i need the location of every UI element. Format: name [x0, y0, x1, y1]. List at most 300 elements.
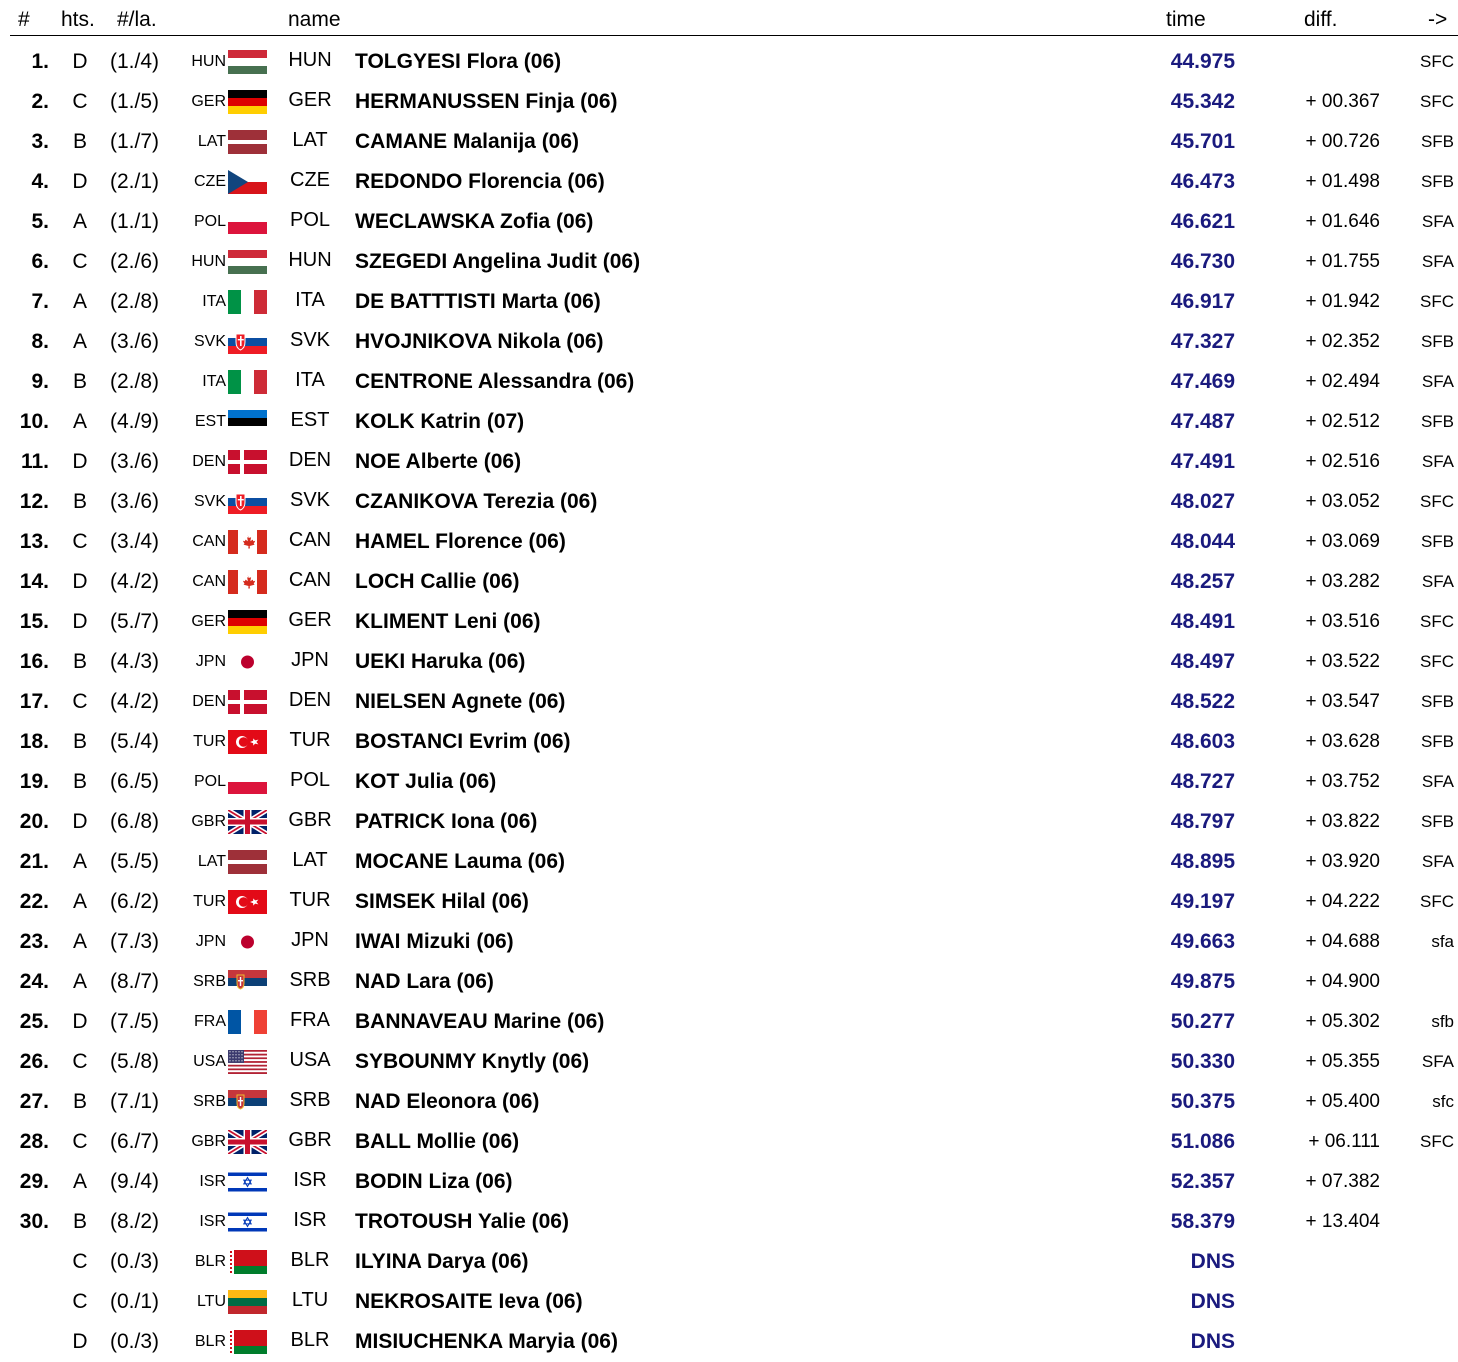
athlete-name: NOE Alberte (06) [355, 450, 522, 473]
diff-cell: + 07.382 [1305, 1171, 1380, 1192]
heat-cell: D [72, 170, 88, 193]
rank-cell: 10. [19, 410, 49, 433]
flag-icon [228, 530, 267, 554]
lane-cell: (2./8) [110, 370, 160, 393]
rank-cell: 27. [19, 1090, 49, 1113]
athlete-name: HVOJNIKOVA Nikola (06) [355, 330, 604, 353]
diff-cell: + 00.367 [1305, 91, 1380, 112]
lane-cell: (7./5) [110, 1010, 160, 1033]
time-cell: 48.797 [1170, 810, 1235, 833]
athlete-name: PATRICK Iona (06) [355, 810, 538, 833]
time-cell: 48.491 [1170, 610, 1235, 633]
qualification-cell: SFC [1420, 92, 1454, 111]
qualification-cell: SFA [1421, 1052, 1454, 1071]
heat-cell: B [72, 1210, 87, 1233]
table-row [0, 522, 1458, 562]
time-cell: 46.621 [1170, 210, 1235, 233]
noc-small-cell: ITA [202, 373, 226, 390]
noc-cell: JPN [291, 649, 329, 671]
athlete-name: NEKROSAITE Ieva (06) [355, 1290, 583, 1313]
table-row [0, 1042, 1458, 1082]
qualification-cell [1398, 1162, 1454, 1202]
flag-icon [228, 570, 267, 594]
qualification-cell: SFA [1421, 572, 1454, 591]
diff-cell: + 04.688 [1305, 931, 1380, 952]
noc-cell: SRB [289, 1089, 331, 1111]
heat-cell: C [72, 1130, 88, 1153]
lane-cell: (6./8) [110, 810, 160, 833]
noc-cell: LTU [291, 1289, 329, 1311]
diff-cell: + 03.822 [1305, 811, 1380, 832]
diff-cell: + 01.942 [1305, 291, 1380, 312]
time-cell: 48.727 [1170, 770, 1235, 793]
rank-cell: 19. [19, 770, 49, 793]
noc-cell: TUR [289, 729, 331, 751]
athlete-name: CENTRONE Alessandra (06) [355, 370, 635, 393]
diff-cell: + 02.352 [1305, 331, 1380, 352]
qualification-cell [1398, 962, 1454, 1002]
rank-cell: 14. [19, 570, 49, 593]
lane-cell: (6./7) [110, 1130, 160, 1153]
time-cell: 47.487 [1170, 410, 1235, 433]
table-row [0, 1282, 1458, 1322]
diff-cell: + 04.900 [1305, 971, 1380, 992]
noc-cell: CZE [290, 169, 330, 191]
table-row [0, 722, 1458, 762]
heat-cell: A [72, 1170, 87, 1193]
qualification-cell: SFA [1421, 452, 1454, 471]
qualification-cell [1398, 1282, 1454, 1322]
noc-small-cell: LAT [197, 133, 226, 150]
diff-cell: + 01.646 [1305, 211, 1380, 232]
lane-cell: (1./5) [110, 90, 160, 113]
athlete-name: BODIN Liza (06) [355, 1170, 513, 1193]
athlete-name: HAMEL Florence (06) [355, 530, 566, 553]
flag-icon [228, 1330, 267, 1354]
time-cell: 47.491 [1170, 450, 1235, 473]
table-row [0, 1082, 1458, 1122]
flag-icon [228, 370, 267, 394]
athlete-name: IWAI Mizuki (06) [355, 930, 514, 953]
heat-cell: A [72, 330, 87, 353]
time-cell: 48.044 [1170, 530, 1235, 553]
rank-cell: 30. [19, 1210, 49, 1233]
lane-cell: (6./2) [110, 890, 160, 913]
qualification-cell: SFC [1420, 892, 1454, 911]
flag-icon [228, 450, 267, 474]
flag-icon [228, 970, 267, 994]
noc-cell: POL [289, 769, 331, 791]
qualification-cell: SFB [1420, 812, 1454, 831]
athlete-name: UEKI Haruka (06) [355, 650, 526, 673]
noc-cell: GBR [288, 809, 332, 831]
athlete-name: DE BATTTISTI Marta (06) [355, 290, 601, 313]
diff-cell: + 13.404 [1305, 1211, 1380, 1232]
heat-cell: D [72, 570, 88, 593]
noc-small-cell: GER [191, 613, 226, 630]
heat-cell: C [72, 690, 88, 713]
noc-small-cell: ISR [199, 1173, 226, 1190]
rank-cell: 2. [31, 90, 49, 113]
rank-cell [0, 1282, 49, 1322]
lane-cell: (8./7) [110, 970, 160, 993]
heat-cell: D [72, 810, 88, 833]
noc-small-cell: FRA [194, 1013, 226, 1030]
time-cell: 46.917 [1170, 290, 1235, 313]
rank-cell: 23. [19, 930, 49, 953]
noc-cell: DEN [288, 689, 332, 711]
qualification-cell: SFB [1420, 532, 1454, 551]
lane-cell: (4./2) [110, 690, 160, 713]
rank-cell: 21. [19, 850, 49, 873]
qualification-cell: SFB [1420, 412, 1454, 431]
time-cell: 49.663 [1170, 930, 1235, 953]
noc-small-cell: CZE [194, 173, 226, 190]
heat-cell: B [72, 130, 87, 153]
noc-cell: HUN [288, 249, 332, 271]
lane-cell: (1./1) [110, 210, 160, 233]
athlete-name: KOLK Katrin (07) [355, 410, 525, 433]
lane-cell: (7./1) [110, 1090, 160, 1113]
heat-cell: C [72, 90, 88, 113]
noc-cell: GER [288, 89, 332, 111]
diff-cell: + 00.726 [1305, 131, 1380, 152]
noc-small-cell: BLR [194, 1253, 226, 1270]
noc-cell: SRB [289, 969, 331, 991]
flag-icon [228, 730, 267, 754]
flag-icon [228, 930, 267, 954]
rank-cell: 18. [19, 730, 49, 753]
qualification-cell: SFA [1421, 212, 1454, 231]
rank-cell [0, 1242, 49, 1282]
diff-cell: + 03.069 [1305, 531, 1380, 552]
time-cell: 52.357 [1170, 1170, 1235, 1193]
noc-cell: FRA [290, 1009, 330, 1031]
table-row [0, 602, 1458, 642]
athlete-name: TROTOUSH Yalie (06) [355, 1210, 569, 1233]
athlete-name: BANNAVEAU Marine (06) [355, 1010, 605, 1033]
heat-cell: B [72, 730, 87, 753]
noc-cell: DEN [288, 449, 332, 471]
flag-icon [228, 1210, 267, 1234]
qualification-cell [1398, 1202, 1454, 1242]
noc-small-cell: SVK [193, 493, 226, 510]
flag-icon [228, 130, 267, 154]
table-row [0, 842, 1458, 882]
flag-icon [228, 890, 267, 914]
time-cell: 48.027 [1170, 490, 1235, 513]
qualification-cell: SFC [1420, 292, 1454, 311]
heat-cell: B [72, 490, 87, 513]
lane-cell: (7./3) [110, 930, 160, 953]
rank-cell: 20. [19, 810, 49, 833]
flag-icon [228, 1050, 267, 1074]
heat-cell: A [72, 290, 87, 313]
time-cell: 48.257 [1170, 570, 1235, 593]
qualification-cell: SFB [1420, 132, 1454, 151]
lane-cell: (3./6) [110, 450, 160, 473]
lane-cell: (0./3) [110, 1330, 160, 1353]
noc-small-cell: TUR [193, 733, 226, 750]
noc-small-cell: GBR [191, 1133, 226, 1150]
rank-cell: 1. [31, 50, 49, 73]
table-row [0, 562, 1458, 602]
noc-cell: LAT [292, 129, 328, 151]
table-row [0, 1002, 1458, 1042]
flag-icon [228, 250, 267, 274]
diff-cell: + 02.494 [1305, 371, 1380, 392]
athlete-name: CZANIKOVA Terezia (06) [355, 490, 598, 513]
table-row [0, 882, 1458, 922]
table-row [0, 642, 1458, 682]
noc-cell: SVK [289, 489, 331, 511]
noc-cell: ISR [293, 1209, 327, 1231]
noc-small-cell: LAT [197, 853, 226, 870]
noc-cell: BLR [290, 1329, 330, 1351]
table-row [0, 922, 1458, 962]
table-row [0, 202, 1458, 242]
noc-small-cell: BLR [194, 1333, 226, 1350]
rank-cell: 15. [19, 610, 49, 633]
noc-cell: EST [290, 409, 330, 431]
diff-cell: + 03.052 [1305, 491, 1380, 512]
heat-cell: B [72, 1090, 87, 1113]
table-row [0, 282, 1458, 322]
table-row [0, 1242, 1458, 1282]
flag-icon [228, 1250, 267, 1274]
diff-cell: + 03.752 [1305, 771, 1380, 792]
athlete-name: NIELSEN Agnete (06) [355, 690, 566, 713]
lane-cell: (4./9) [110, 410, 160, 433]
qualification-cell: SFC [1420, 52, 1454, 71]
heat-cell: A [72, 970, 87, 993]
table-row [0, 242, 1458, 282]
noc-cell: ITA [295, 289, 325, 311]
heat-cell: C [72, 530, 88, 553]
heat-cell: A [72, 930, 87, 953]
lane-cell: (8./2) [110, 1210, 160, 1233]
rank-cell: 26. [19, 1050, 49, 1073]
noc-small-cell: EST [194, 413, 226, 430]
diff-cell: + 04.222 [1305, 891, 1380, 912]
noc-cell: LAT [292, 849, 328, 871]
noc-cell: HUN [288, 49, 332, 71]
time-cell: 47.327 [1170, 330, 1235, 353]
diff-cell [1284, 42, 1380, 82]
qualification-cell: SFB [1420, 332, 1454, 351]
lane-cell: (3./6) [110, 490, 160, 513]
athlete-name: NAD Eleonora (06) [355, 1090, 540, 1113]
noc-small-cell: SRB [193, 1093, 226, 1110]
flag-icon [228, 50, 267, 74]
lane-cell: (6./5) [110, 770, 160, 793]
noc-small-cell: HUN [191, 253, 226, 270]
flag-icon [228, 330, 267, 354]
table-row [0, 482, 1458, 522]
noc-cell: CAN [288, 569, 332, 591]
time-cell: 47.469 [1170, 370, 1235, 393]
rank-cell: 3. [31, 130, 49, 153]
noc-small-cell: GBR [191, 813, 226, 830]
table-row [0, 162, 1458, 202]
rank-cell: 4. [31, 170, 49, 193]
flag-icon [228, 290, 267, 314]
heat-cell: A [72, 210, 87, 233]
lane-cell: (5./8) [110, 1050, 160, 1073]
table-row [0, 1202, 1458, 1242]
flag-icon [228, 810, 267, 834]
diff-cell: + 01.498 [1305, 171, 1380, 192]
noc-small-cell: GER [191, 93, 226, 110]
flag-icon [228, 1130, 267, 1154]
lane-cell: (5./5) [110, 850, 160, 873]
heat-cell: B [72, 770, 87, 793]
noc-small-cell: JPN [195, 933, 226, 950]
qualification-cell: SFC [1420, 492, 1454, 511]
noc-cell: JPN [291, 929, 329, 951]
diff-cell: + 05.400 [1305, 1091, 1380, 1112]
rank-cell [0, 1322, 49, 1362]
flag-icon [228, 1090, 267, 1114]
noc-cell: BLR [290, 1249, 330, 1271]
lane-cell: (3./4) [110, 530, 160, 553]
flag-icon [228, 850, 267, 874]
header-lane: #/la. [117, 8, 157, 31]
noc-cell: SVK [289, 329, 331, 351]
rank-cell: 11. [20, 450, 49, 473]
lane-cell: (1./7) [110, 130, 160, 153]
time-cell: DNS [1190, 1250, 1235, 1273]
noc-small-cell: ISR [199, 1213, 226, 1230]
flag-icon [228, 650, 267, 674]
flag-icon [228, 490, 267, 514]
rank-cell: 24. [19, 970, 49, 993]
rank-cell: 7. [31, 290, 49, 313]
rank-cell: 13. [19, 530, 49, 553]
lane-cell: (4./2) [110, 570, 160, 593]
heat-cell: C [72, 250, 88, 273]
heat-cell: D [72, 610, 88, 633]
time-cell: 50.375 [1170, 1090, 1235, 1113]
rank-cell: 8. [31, 330, 49, 353]
qualification-cell [1398, 1242, 1454, 1282]
noc-small-cell: POL [193, 773, 226, 790]
athlete-name: KOT Julia (06) [355, 770, 497, 793]
table-row [0, 802, 1458, 842]
lane-cell: (2./1) [110, 170, 160, 193]
lane-cell: (0./1) [110, 1290, 160, 1313]
diff-cell: + 06.111 [1308, 1131, 1380, 1152]
qualification-cell: SFC [1420, 1132, 1454, 1151]
time-cell: DNS [1190, 1290, 1235, 1313]
flag-icon [228, 90, 267, 114]
flag-icon [228, 1170, 267, 1194]
heat-cell: A [72, 890, 87, 913]
time-cell: 50.330 [1170, 1050, 1235, 1073]
noc-cell: TUR [289, 889, 331, 911]
table-row [0, 962, 1458, 1002]
lane-cell: (1./4) [110, 50, 160, 73]
rank-cell: 22. [19, 890, 49, 913]
diff-cell: + 03.547 [1305, 691, 1380, 712]
header-heat: hts. [61, 8, 95, 31]
athlete-name: SYBOUNMY Knytly (06) [355, 1050, 590, 1073]
table-row [0, 1322, 1458, 1362]
time-cell: 46.473 [1170, 170, 1235, 193]
diff-cell: + 03.522 [1305, 651, 1380, 672]
diff-cell: + 05.355 [1305, 1051, 1380, 1072]
table-row [0, 82, 1458, 122]
heat-cell: D [72, 1330, 88, 1353]
table-row [0, 1122, 1458, 1162]
time-cell: 48.522 [1170, 690, 1235, 713]
flag-icon [228, 410, 267, 434]
header-diff: diff. [1304, 8, 1338, 31]
heat-cell: D [72, 50, 88, 73]
rank-cell: 12. [19, 490, 49, 513]
heat-cell: D [72, 450, 88, 473]
noc-cell: GER [288, 609, 332, 631]
table-row [0, 42, 1458, 82]
qualification-cell: SFC [1420, 652, 1454, 671]
noc-small-cell: SVK [193, 333, 226, 350]
diff-cell: + 03.516 [1305, 611, 1380, 632]
diff-cell [1284, 1322, 1380, 1362]
lane-cell: (3./6) [110, 330, 160, 353]
time-cell: 46.730 [1170, 250, 1235, 273]
time-cell: 58.379 [1170, 1210, 1235, 1233]
table-row [0, 762, 1458, 802]
time-cell: 48.497 [1170, 650, 1235, 673]
diff-cell [1284, 1242, 1380, 1282]
noc-small-cell: CAN [192, 573, 226, 590]
heat-cell: C [72, 1050, 88, 1073]
rank-cell: 25. [19, 1010, 49, 1033]
diff-cell: + 02.516 [1305, 451, 1380, 472]
time-cell: 48.895 [1170, 850, 1235, 873]
qualification-cell: sfb [1431, 1012, 1454, 1031]
header-divider [10, 35, 1458, 36]
athlete-name: MOCANE Lauma (06) [355, 850, 566, 873]
athlete-name: KLIMENT Leni (06) [355, 610, 541, 633]
time-cell: 51.086 [1170, 1130, 1235, 1153]
qualification-cell [1398, 1322, 1454, 1362]
noc-small-cell: LTU [196, 1293, 226, 1310]
lane-cell: (4./3) [110, 650, 160, 673]
noc-cell: POL [289, 209, 331, 231]
time-cell: 45.701 [1170, 130, 1235, 153]
rank-cell: 5. [31, 210, 49, 233]
table-row [0, 122, 1458, 162]
qualification-cell: SFA [1421, 372, 1454, 391]
heat-cell: D [72, 1010, 88, 1033]
time-cell: 48.603 [1170, 730, 1235, 753]
heat-cell: A [72, 410, 87, 433]
table-row [0, 682, 1458, 722]
flag-icon [228, 690, 267, 714]
time-cell: 50.277 [1170, 1010, 1235, 1033]
flag-icon [228, 170, 267, 194]
noc-small-cell: DEN [192, 453, 226, 470]
lane-cell: (5./7) [110, 610, 160, 633]
lane-cell: (9./4) [110, 1170, 160, 1193]
diff-cell: + 05.302 [1305, 1011, 1380, 1032]
noc-small-cell: DEN [192, 693, 226, 710]
rank-cell: 9. [31, 370, 49, 393]
lane-cell: (0./3) [110, 1250, 160, 1273]
time-cell: 45.342 [1170, 90, 1235, 113]
athlete-name: REDONDO Florencia (06) [355, 170, 605, 193]
